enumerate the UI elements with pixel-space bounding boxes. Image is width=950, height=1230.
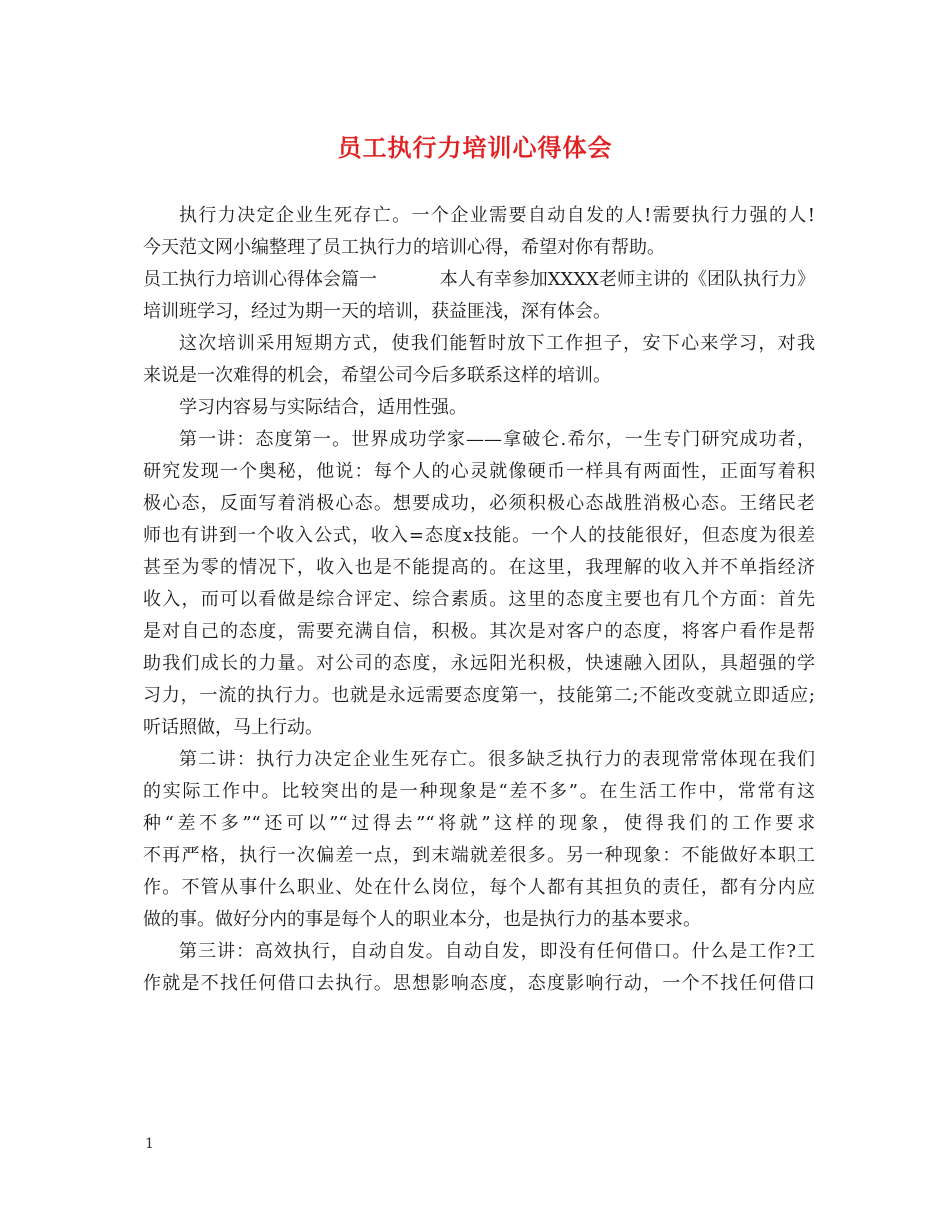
text-line: 助我们成长的力量。对公司的态度，永远阳光积极，快速融入团队，具超强的学 (143, 653, 815, 674)
text-line: 作就是不找任何借口去执行。思想影响态度，态度影响行动，一个不找任何借口 (143, 973, 815, 994)
text-line: 收入，而可以看做是综合评定、综合素质。这里的态度主要也有几个方面：首先 (143, 589, 815, 610)
spacer (388, 264, 428, 296)
text-line: 极心态，反面写着消极心态。想要成功，必须积极心态战胜消极心态。王绪民老 (143, 493, 815, 514)
text-line: 第一讲：态度第一。世界成功学家——拿破仑.希尔，一生专门研究成功者， (179, 429, 815, 450)
text-line: 第三讲：高效执行，自动自发。自动自发，即没有任何借口。什么是工作?工 (179, 941, 815, 962)
document-title: 员工执行力培训心得体会 (337, 133, 613, 162)
text-line: 种“差不多”“还可以”“过得去”“将就”这样的现象，使得我们的工作要求 (143, 813, 815, 834)
text-line-heading (143, 264, 815, 296)
text-line: 是对自己的态度，需要充满自信，积极。其次是对客户的态度，将客户看作是帮 (143, 621, 815, 642)
text-line: 培训班学习，经过为期一天的培训，获益匪浅，深有体会。 (143, 301, 611, 322)
text-line: 甚至为零的情况下，收入也是不能提高的。在这里，我理解的收入并不单指经济 (143, 557, 815, 578)
text-line: 执行力决定企业生死存亡。一个企业需要自动自发的人!需要执行力强的人! (179, 205, 815, 226)
text-line: 来说是一次难得的机会，希望公司今后多联系这样的培训。 (143, 365, 611, 386)
document-body (143, 200, 815, 1000)
text-line: 作。不管从事什么职业、处在什么岗位，每个人都有其担负的责任，都有分内应 (143, 877, 815, 898)
text-fragment: 本人有幸参加XXXX老师主讲的《团队执行力》 (439, 269, 815, 290)
text-line: 第二讲：执行力决定企业生死存亡。很多缺乏执行力的表现常常体现在我们 (179, 749, 815, 770)
text-line: 这次培训采用短期方式，使我们能暂时放下工作担子，安下心来学习，对我 (179, 333, 815, 354)
section-heading: 员工执行力培训心得体会篇一 (143, 269, 377, 290)
text-line: 的实际工作中。比较突出的是一种现象是“差不多”。在生活工作中，常常有这 (143, 781, 815, 802)
text-line: 不再严格，执行一次偏差一点，到末端就差很多。另一种现象：不能做好本职工 (143, 845, 815, 866)
text-line: 听话照做，马上行动。 (143, 717, 323, 738)
text-line: 习力，一流的执行力。也就是永远需要态度第一，技能第二;不能改变就立即适应; (143, 685, 815, 706)
text-line: 做的事。做好分内的事是每个人的职业本分，也是执行力的基本要求。 (143, 909, 701, 930)
text-line: 研究发现一个奥秘，他说：每个人的心灵就像硬币一样具有两面性，正面写着积 (143, 461, 815, 482)
text-line: 师也有讲到一个收入公式，收入=态度x技能。一个人的技能很好，但态度为很差 (143, 525, 815, 546)
text-line: 学习内容易与实际结合，适用性强。 (179, 397, 467, 418)
page-number: 1 (145, 1136, 154, 1152)
text-line: 今天范文网小编整理了员工执行力的培训心得，希望对你有帮助。 (143, 237, 665, 258)
